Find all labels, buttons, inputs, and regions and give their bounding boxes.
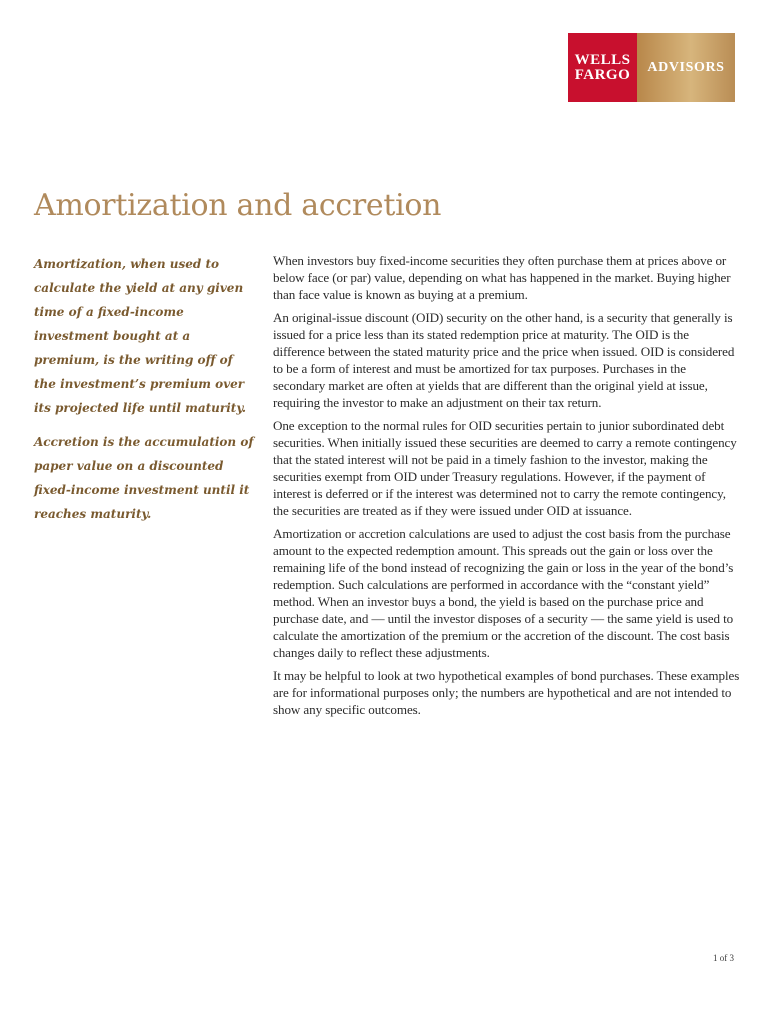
sidebar-definitions	[34, 252, 258, 536]
accretion-definition: Accretion is the accumulation of paper value on a discounted fixed-income investment until it reaches maturity.	[34, 435, 254, 521]
body-paragraph-examples: It may be helpful to look at two hypothetical examples of bond purchases. These examples are for informational purposes only; the numbers are hypothetical and are not intended to show any specific outcomes.	[273, 668, 740, 717]
logo-wells-fargo-block	[568, 33, 637, 102]
page-number: 1 of 3	[713, 953, 734, 963]
amortization-definition: Amortization, when used to calculate the yield at any given time of a fixed-income investment bought at a premium, is the writing off of the investment’s premium over its projected life until maturity.	[34, 257, 247, 415]
body-paragraph-exception: One exception to the normal rules for OID securities pertain to junior subordinated debt securities. When initially issued these securities are deemed to carry a remote contingency that the stated interest will not be paid in a timely fashion to the investor, making the securities exempt from OID under Treasury regulations. However, if the payment of interest is deferred or if the interest was determined not to carry the remote contingency, the securities are treated as if they were issued under OID at issuance.	[273, 418, 737, 518]
body-paragraph-calculations: Amortization or accretion calculations are used to adjust the cost basis from the purchase amount to the expected redemption amount. This spreads out the gain or loss over the remaining life of the bond instead of recognizing the gain or loss in the year of the bond’s redemption. Such calculations are performed in accordance with the “constant yield” method. When an investor buys a bond, the yield is based on the purchase price and purchase date, and — until the investor disposes of a security — the same yield is used to calculate the amortization of the premium or the accretion of the discount. The cost basis changes daily to reflect these adjustments.	[273, 526, 734, 660]
page-title: Amortization and accretion	[34, 188, 442, 223]
logo-line-fargo: FARGO	[574, 66, 631, 83]
body-paragraph-oid: An original-issue discount (OID) security on the other hand, is a security that generally is issued for a price less than its stated redemption price at maturity. The OID is the difference between the stated maturity price and the price when issued. OID is considered to be a form of interest and must be amortized for tax purposes. Purchases in the secondary market are often at yields that are different than the original yield at issue, requiring the investor to make an adjustment on their tax return.	[273, 310, 735, 410]
logo-advisors-block	[637, 33, 735, 102]
logo-line-wells: WELLS	[574, 51, 631, 68]
logo-advisors-text: ADVISORS	[647, 59, 725, 75]
main-body	[273, 252, 741, 724]
wells-fargo-advisors-logo	[568, 33, 735, 102]
body-paragraph-premium: When investors buy fixed-income securities they often purchase them at prices above or below face (or par) value, depending on what has happened in the market. Buying higher than face value is known as buying at a premium.	[273, 253, 731, 302]
